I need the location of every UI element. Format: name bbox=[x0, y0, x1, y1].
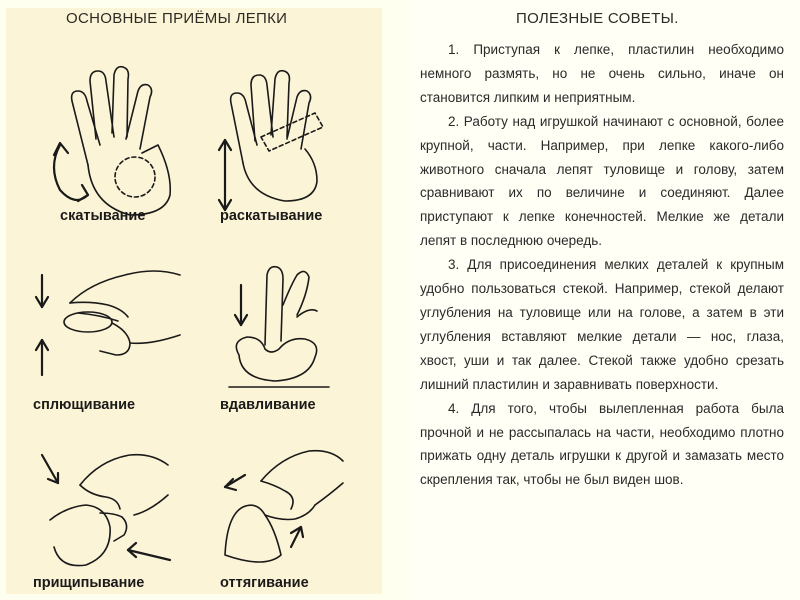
tips-list bbox=[420, 38, 784, 492]
tips-title: ПОЛЕЗНЫЕ СОВЕТЫ. bbox=[516, 10, 679, 27]
technique-pulling bbox=[205, 435, 375, 600]
technique-label: прищипывание bbox=[33, 575, 145, 591]
technique-pressing bbox=[205, 245, 375, 425]
fingers-pinching-icon bbox=[30, 435, 200, 575]
technique-label: скатывание bbox=[60, 208, 146, 224]
technique-pinching bbox=[30, 435, 200, 600]
hand-rolling-ball-icon bbox=[30, 45, 200, 225]
technique-rolling-sausage bbox=[205, 45, 375, 235]
tip-paragraph: 4. Для того, чтобы вылепленная работа была прочной и не рассыпалась на части, необходимо плотно прижать одну деталь игрушки к другой и замазать место скрепления так, чтобы не был виден шов. bbox=[420, 400, 784, 488]
tip-paragraph: 3. Для присоединения мелких деталей к крупным удобно пользоваться стекой. Например, стекой делают углубления на туловище или на голове, а затем в эти углубления вставляют мелкие детали — нос, глаза, хвост, уши и так далее. Стекой также удобно срезать лишний пластилин и заравнивать поверхности. bbox=[420, 257, 784, 392]
technique-label: вдавливание bbox=[220, 397, 316, 413]
tip-paragraph: 2. Работу над игрушкой начинают с основной, более крупной, части. Например, при лепке какого-либо животного сначала лепят туловище и голову, затем сравнивают их по величине и соединяют. Далее приступают к лепке конечностей. Мелкие же детали лепят в последнюю очередь. bbox=[420, 113, 784, 249]
fingers-flattening-icon bbox=[30, 245, 200, 405]
hand-rolling-sausage-icon bbox=[205, 45, 375, 225]
tip-paragraph: 1. Приступая к лепке, пластилин необходимо немного размять, но не очень сильно, иначе он становится липким и неприятным. bbox=[420, 42, 784, 105]
fingers-pulling-icon bbox=[205, 435, 375, 575]
finger-pressing-icon bbox=[205, 245, 375, 405]
technique-rolling-ball bbox=[30, 45, 200, 235]
techniques-title: ОСНОВНЫЕ ПРИЁМЫ ЛЕПКИ bbox=[66, 10, 288, 27]
technique-label: оттягивание bbox=[220, 575, 309, 591]
technique-flattening bbox=[30, 245, 200, 425]
technique-label: сплющивание bbox=[33, 397, 136, 413]
technique-label: раскатывание bbox=[220, 208, 323, 224]
